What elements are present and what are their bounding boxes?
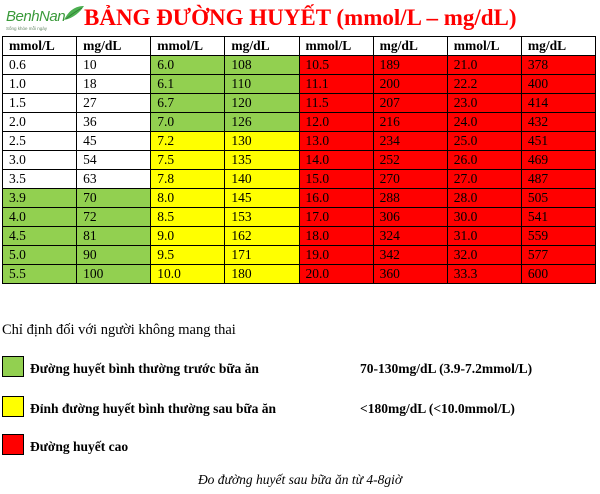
logo <box>2 2 84 38</box>
table-cell: 72 <box>77 208 151 227</box>
table-cell: 4.0 <box>3 208 77 227</box>
table-cell: 120 <box>225 94 299 113</box>
swatch-green <box>2 356 24 377</box>
legend-label: Đỉnh đường huyết bình thường sau bữa ăn <box>30 401 276 416</box>
table-cell: 25.0 <box>447 132 521 151</box>
table-cell: 27 <box>77 94 151 113</box>
table-cell: 432 <box>521 113 595 132</box>
table-cell: 9.0 <box>151 227 225 246</box>
table-cell: 8.5 <box>151 208 225 227</box>
table-cell: 400 <box>521 75 595 94</box>
logo-tagline: Sống khỏe mỗi ngày <box>6 26 48 31</box>
table-row <box>3 94 596 113</box>
table-cell: 24.0 <box>447 113 521 132</box>
table-cell: 10.0 <box>151 265 225 284</box>
table-cell: 16.0 <box>299 189 373 208</box>
table-cell: 505 <box>521 189 595 208</box>
table-cell: 171 <box>225 246 299 265</box>
table-cell: 10 <box>77 56 151 75</box>
table-cell: 15.0 <box>299 170 373 189</box>
table-cell: 8.0 <box>151 189 225 208</box>
table-cell: 36 <box>77 113 151 132</box>
table-cell: 207 <box>373 94 447 113</box>
table-cell: 252 <box>373 151 447 170</box>
table-cell: 23.0 <box>447 94 521 113</box>
table-cell: 153 <box>225 208 299 227</box>
table-cell: 32.0 <box>447 246 521 265</box>
table-cell: 22.2 <box>447 75 521 94</box>
table-cell: 1.0 <box>3 75 77 94</box>
table-cell: 135 <box>225 151 299 170</box>
legend-label: Đường huyết cao <box>30 439 129 454</box>
table-cell: 162 <box>225 227 299 246</box>
legend-title: Chỉ định đối với người không mang thai <box>2 322 236 338</box>
table-cell: 1.5 <box>3 94 77 113</box>
table-cell: 18.0 <box>299 227 373 246</box>
table-cell: 100 <box>77 265 151 284</box>
table-cell: 288 <box>373 189 447 208</box>
table-cell: 54 <box>77 151 151 170</box>
table-cell: 11.1 <box>299 75 373 94</box>
table-cell: 541 <box>521 208 595 227</box>
table-cell: 18 <box>77 75 151 94</box>
table-cell: 81 <box>77 227 151 246</box>
table-cell: 2.0 <box>3 113 77 132</box>
table-cell: 9.5 <box>151 246 225 265</box>
table-cell: 6.1 <box>151 75 225 94</box>
table-cell: 13.0 <box>299 132 373 151</box>
table-row <box>3 246 596 265</box>
table-cell: 21.0 <box>447 56 521 75</box>
table-cell: 140 <box>225 170 299 189</box>
table-cell: 145 <box>225 189 299 208</box>
table-cell: 10.5 <box>299 56 373 75</box>
table-cell: 3.0 <box>3 151 77 170</box>
table-cell: 26.0 <box>447 151 521 170</box>
table-cell: 17.0 <box>299 208 373 227</box>
table-cell: 270 <box>373 170 447 189</box>
table-cell: 11.5 <box>299 94 373 113</box>
table-cell: 7.2 <box>151 132 225 151</box>
column-header: mg/dL <box>225 37 299 56</box>
table-cell: 7.0 <box>151 113 225 132</box>
table-cell: 180 <box>225 265 299 284</box>
table-cell: 414 <box>521 94 595 113</box>
table-cell: 7.5 <box>151 151 225 170</box>
table-cell: 7.8 <box>151 170 225 189</box>
leaf-icon <box>62 4 86 24</box>
table-cell: 487 <box>521 170 595 189</box>
table-cell: 70 <box>77 189 151 208</box>
swatch-red <box>2 434 24 455</box>
table-cell: 5.5 <box>3 265 77 284</box>
table-cell: 577 <box>521 246 595 265</box>
legend-label: Đường huyết bình thường trước bữa ăn <box>30 361 259 376</box>
column-header: mmol/L <box>447 37 521 56</box>
swatch-yellow <box>2 396 24 417</box>
table-row <box>3 189 596 208</box>
page-title: BẢNG ĐƯỜNG HUYẾT (mmol/L – mg/dL) <box>84 5 517 30</box>
table-cell: 110 <box>225 75 299 94</box>
table-cell: 130 <box>225 132 299 151</box>
table-row <box>3 265 596 284</box>
table-row <box>3 208 596 227</box>
table-cell: 360 <box>373 265 447 284</box>
table-cell: 306 <box>373 208 447 227</box>
column-header: mmol/L <box>3 37 77 56</box>
table-cell: 234 <box>373 132 447 151</box>
column-header: mg/dL <box>521 37 595 56</box>
column-header: mg/dL <box>77 37 151 56</box>
table-cell: 33.3 <box>447 265 521 284</box>
table-cell: 14.0 <box>299 151 373 170</box>
table-header-row <box>3 37 596 56</box>
column-header: mmol/L <box>299 37 373 56</box>
table-cell: 19.0 <box>299 246 373 265</box>
logo-wordmark: BenhNan <box>6 8 66 25</box>
table-cell: 20.0 <box>299 265 373 284</box>
column-header: mg/dL <box>373 37 447 56</box>
legend-range: <180mg/dL (<10.0mmol/L) <box>360 401 515 416</box>
table-cell: 12.0 <box>299 113 373 132</box>
table-cell: 342 <box>373 246 447 265</box>
table-cell: 469 <box>521 151 595 170</box>
table-row <box>3 113 596 132</box>
table-cell: 45 <box>77 132 151 151</box>
table-cell: 2.5 <box>3 132 77 151</box>
table-row <box>3 56 596 75</box>
table-cell: 324 <box>373 227 447 246</box>
table-cell: 600 <box>521 265 595 284</box>
table-cell: 30.0 <box>447 208 521 227</box>
table-cell: 126 <box>225 113 299 132</box>
table-row <box>3 151 596 170</box>
table-cell: 189 <box>373 56 447 75</box>
table-cell: 451 <box>521 132 595 151</box>
table-cell: 27.0 <box>447 170 521 189</box>
table-cell: 5.0 <box>3 246 77 265</box>
table-cell: 6.7 <box>151 94 225 113</box>
table-cell: 3.5 <box>3 170 77 189</box>
table-body <box>3 56 596 284</box>
table-cell: 108 <box>225 56 299 75</box>
table-cell: 0.6 <box>3 56 77 75</box>
table-cell: 3.9 <box>3 189 77 208</box>
table-row <box>3 227 596 246</box>
table-row <box>3 75 596 94</box>
footnote: Đo đường huyết sau bữa ăn từ 4-8giờ <box>197 472 403 487</box>
column-header: mmol/L <box>151 37 225 56</box>
table-cell: 28.0 <box>447 189 521 208</box>
blood-sugar-table <box>2 36 596 284</box>
table-cell: 216 <box>373 113 447 132</box>
table-cell: 4.5 <box>3 227 77 246</box>
table-cell: 6.0 <box>151 56 225 75</box>
table-row <box>3 170 596 189</box>
table-cell: 31.0 <box>447 227 521 246</box>
table-cell: 200 <box>373 75 447 94</box>
table-cell: 63 <box>77 170 151 189</box>
legend-range: 70-130mg/dL (3.9-7.2mmol/L) <box>360 361 533 376</box>
table-cell: 90 <box>77 246 151 265</box>
table-cell: 559 <box>521 227 595 246</box>
table-row <box>3 132 596 151</box>
table-cell: 378 <box>521 56 595 75</box>
